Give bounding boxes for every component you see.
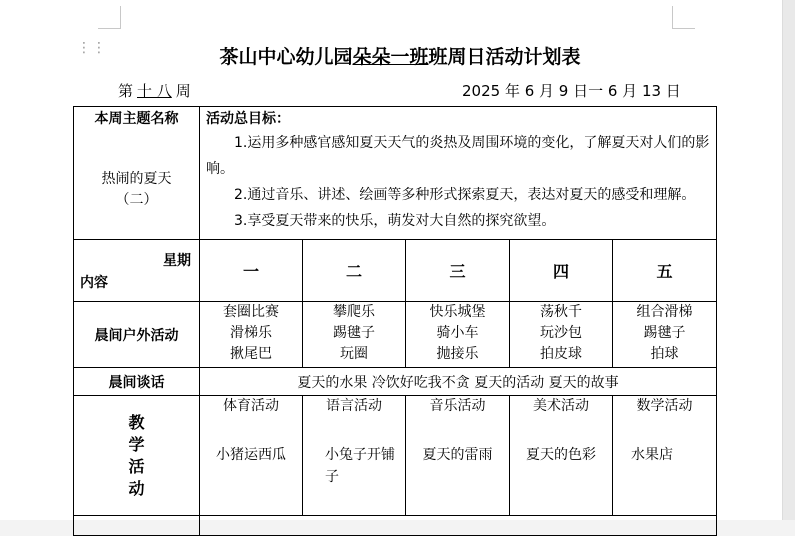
teaching-thu [510,396,613,516]
goal-item-1: 1.运用多种感官感知夏天天气的炎热及周围环境的变化，了解夏天对人们的影响。 [206,135,710,177]
vertical-scrollbar[interactable] [782,0,795,520]
teaching-activity-row [74,396,717,516]
outdoor-tue: 攀爬乐 踢毽子 玩圈 [303,302,406,368]
date-range: 2025 年 6 月 9 日一 6 月 13 日 [462,82,681,100]
weekday-header-label: 星期 [163,252,191,269]
morning-talk-content: 夏天的水果 冷饮好吃我不贪 夏天的活动 夏天的故事 [200,368,717,396]
subject-label: 数学活动 [636,398,693,414]
outdoor-activity-label: 晨间户外活动 [74,302,200,368]
activity-name: 小猪运西瓜 [216,447,286,463]
content-header-label: 内容 [80,274,108,291]
page-margin-corner-top-right [672,6,695,29]
week-number-value: 十 八 [137,82,172,100]
day-content-header-cell [74,240,200,302]
theme-header: 本周主题名称 [94,111,179,127]
teaching-wed [406,396,510,516]
day-header-fri: 五 [613,240,717,302]
theme-name: 热闹的夏天 （二） [101,171,172,208]
outdoor-activity-row [74,302,717,368]
activity-name: 夏天的雷雨 [422,447,493,463]
subject-label: 美术活动 [533,398,589,414]
subject-label: 体育活动 [223,398,279,414]
class-name: 朵朵一班 [352,46,429,68]
teaching-mon [200,396,303,516]
next-row [74,516,717,536]
page-margin-corner-top-left [98,6,121,29]
outdoor-mon: 套圈比赛 滑梯乐 揪尾巴 [200,302,303,368]
goal-item-2: 2.通过音乐、讲述、绘画等多种形式探索夏天，表达对夏天的感受和理解。 [234,187,696,203]
subject-label: 音乐活动 [429,398,486,414]
activity-name: 水果店 [631,447,673,463]
morning-talk-label: 晨间谈话 [74,368,200,396]
weekly-plan-table [73,106,717,536]
drag-handle-icon[interactable]: ⋮⋮ [77,40,107,56]
day-header-tue: 二 [303,240,406,302]
teaching-tue [303,396,406,516]
school-name: 茶山中心幼儿园 [219,46,353,68]
activity-name: 小兔子开铺子 [325,447,395,485]
theme-row [74,107,717,240]
day-header-thu: 四 [510,240,613,302]
activity-name: 夏天的色彩 [526,447,596,463]
goals-cell [200,107,717,240]
day-header-mon: 一 [200,240,303,302]
week-number: 第 十 八 周 [118,82,191,100]
subject-label: 语言活动 [326,398,382,414]
outdoor-fri: 组合滑梯 踢毽子 拍球 [613,302,717,368]
day-header-wed: 三 [406,240,510,302]
teaching-fri [613,396,717,516]
morning-talk-row [74,368,717,396]
goals-header: 活动总目标： [206,111,290,127]
document-title [150,42,650,69]
outdoor-thu: 荡秋千 玩沙包 拍皮球 [510,302,613,368]
outdoor-wed: 快乐城堡 骑小车 抛接乐 [406,302,510,368]
goal-item-3: 3.享受夏天带来的快乐，萌发对大自然的探究欲望。 [234,213,556,229]
teaching-activity-label: 教 学 活 动 [74,396,200,516]
title-suffix: 班周日活动计划表 [428,46,581,68]
theme-cell [74,107,200,240]
day-header-row [74,240,717,302]
